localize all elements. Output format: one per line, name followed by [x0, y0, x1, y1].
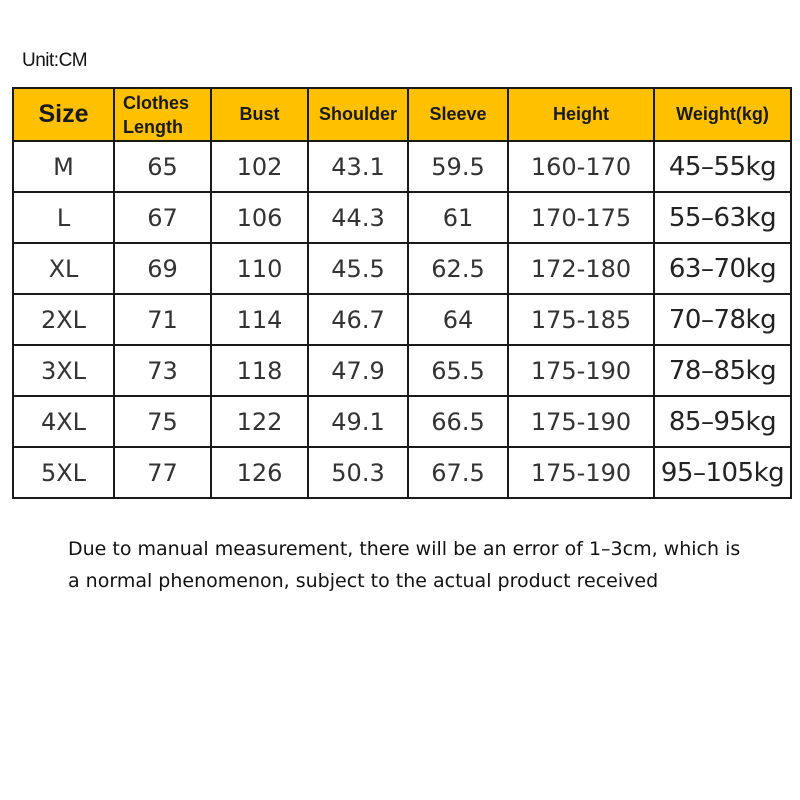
cell-shoulder: 46.7 [308, 294, 408, 345]
cell-bust: 110 [211, 243, 308, 294]
note-line-1: Due to manual measurement, there will be an error of 1–3cm, which is [68, 538, 741, 560]
cell-clothes-length: 67 [114, 192, 211, 243]
table-row [13, 294, 791, 345]
cell-size: XL [13, 243, 114, 294]
header-row [13, 88, 791, 141]
cell-clothes-length: 71 [114, 294, 211, 345]
header-size: Size [13, 88, 114, 141]
header-height: Height [508, 88, 654, 141]
cell-clothes-length: 75 [114, 396, 211, 447]
cell-height: 175-185 [508, 294, 654, 345]
cell-height: 172-180 [508, 243, 654, 294]
cell-weight: 95–105kg [654, 447, 791, 498]
cell-sleeve: 66.5 [408, 396, 508, 447]
table-row [13, 447, 791, 498]
cell-bust: 106 [211, 192, 308, 243]
cell-clothes-length: 69 [114, 243, 211, 294]
header-sleeve: Sleeve [408, 88, 508, 141]
cell-weight: 55–63kg [654, 192, 791, 243]
cell-height: 170-175 [508, 192, 654, 243]
cell-weight: 85–95kg [654, 396, 791, 447]
cell-shoulder: 43.1 [308, 141, 408, 192]
table-row [13, 192, 791, 243]
cell-bust: 114 [211, 294, 308, 345]
cell-size: M [13, 141, 114, 192]
note-line-2: a normal phenomenon, subject to the actual product received [68, 570, 659, 592]
header-shoulder: Shoulder [308, 88, 408, 141]
cell-height: 175-190 [508, 447, 654, 498]
measurement-note [68, 533, 788, 597]
cell-sleeve: 67.5 [408, 447, 508, 498]
unit-label: Unit:CM [22, 50, 88, 71]
cell-height: 175-190 [508, 396, 654, 447]
cell-shoulder: 50.3 [308, 447, 408, 498]
cell-sleeve: 59.5 [408, 141, 508, 192]
cell-sleeve: 64 [408, 294, 508, 345]
cell-size: 4XL [13, 396, 114, 447]
cell-bust: 126 [211, 447, 308, 498]
cell-clothes-length: 77 [114, 447, 211, 498]
header-weight: Weight(kg) [654, 88, 791, 141]
cell-shoulder: 45.5 [308, 243, 408, 294]
cell-shoulder: 49.1 [308, 396, 408, 447]
cell-sleeve: 65.5 [408, 345, 508, 396]
cell-weight: 70–78kg [654, 294, 791, 345]
cell-clothes-length: 73 [114, 345, 211, 396]
cell-weight: 63–70kg [654, 243, 791, 294]
table-row [13, 345, 791, 396]
header-bust: Bust [211, 88, 308, 141]
cell-weight: 45–55kg [654, 141, 791, 192]
cell-height: 175-190 [508, 345, 654, 396]
cell-sleeve: 61 [408, 192, 508, 243]
cell-size: 5XL [13, 447, 114, 498]
header-clothes-length: Clothes Length [114, 88, 211, 141]
size-chart-table [12, 87, 792, 499]
cell-size: 3XL [13, 345, 114, 396]
cell-sleeve: 62.5 [408, 243, 508, 294]
cell-bust: 118 [211, 345, 308, 396]
cell-height: 160-170 [508, 141, 654, 192]
cell-size: 2XL [13, 294, 114, 345]
cell-size: L [13, 192, 114, 243]
cell-bust: 122 [211, 396, 308, 447]
table-row [13, 396, 791, 447]
cell-shoulder: 47.9 [308, 345, 408, 396]
cell-bust: 102 [211, 141, 308, 192]
cell-weight: 78–85kg [654, 345, 791, 396]
table-row [13, 141, 791, 192]
cell-clothes-length: 65 [114, 141, 211, 192]
cell-shoulder: 44.3 [308, 192, 408, 243]
table-row [13, 243, 791, 294]
